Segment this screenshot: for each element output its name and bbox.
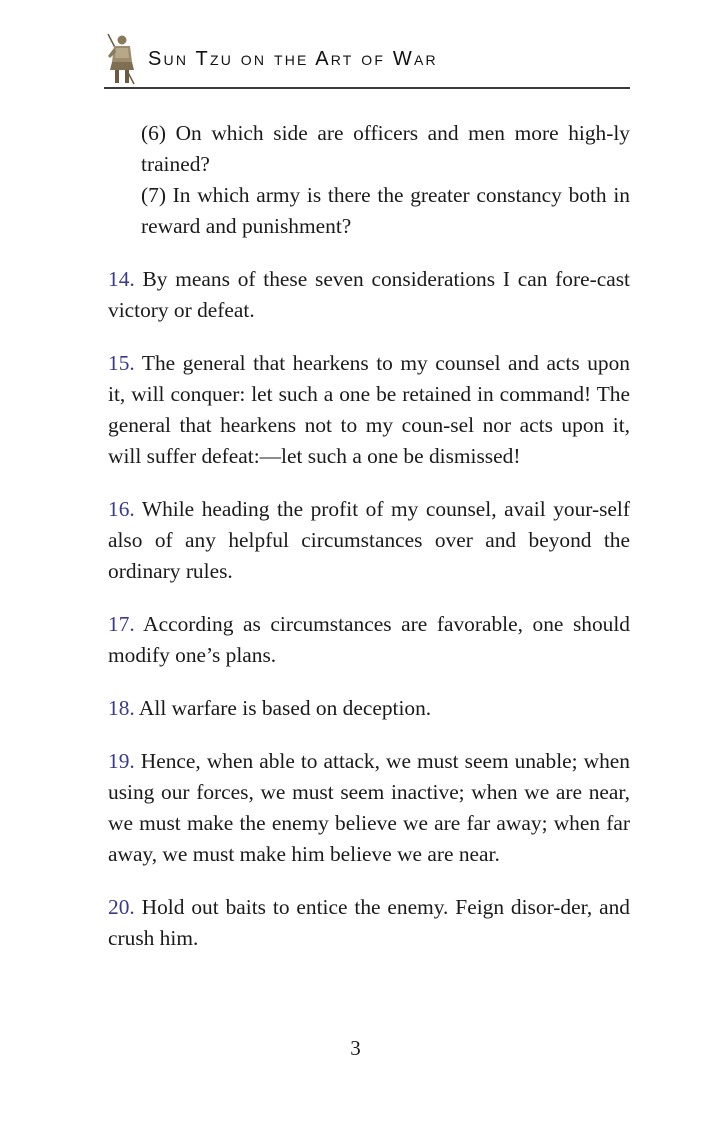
paragraph-text: All warfare is based on deception. bbox=[138, 696, 432, 720]
paragraph-number: 14. bbox=[108, 267, 135, 291]
header-title: Sun Tzu on the Art of War bbox=[148, 48, 438, 70]
paragraph-16 bbox=[108, 494, 630, 587]
paragraph-text: According as circumstances are favorable, one should modify one’s plans. bbox=[108, 612, 631, 667]
sub-item-text: (7) In which army is there the greater constancy both in reward and punishment? bbox=[141, 183, 630, 238]
paragraph-text: The general that hearkens to my counsel and acts upon it, will conquer: let such a one be retained in command! The general that hearkens not to my coun-sel nor acts upon it, will suffer defeat:—let such a one be dismissed! bbox=[108, 351, 630, 468]
paragraph-number: 18. bbox=[108, 696, 135, 720]
paragraph-14 bbox=[108, 264, 630, 326]
paragraph-number: 19. bbox=[108, 749, 135, 773]
paragraph-text: While heading the profit of my counsel, avail your-self also of any helpful circumstances over and beyond the ordinary rules. bbox=[108, 497, 630, 583]
paragraph-18 bbox=[108, 693, 630, 724]
header-divider bbox=[104, 87, 630, 89]
running-header bbox=[104, 30, 630, 90]
paragraph-text: Hence, when able to attack, we must seem unable; when using our forces, we must seem inactive; when we are near, we must make the enemy believe we are far away; when far away, we must make him believe we are near. bbox=[108, 749, 630, 866]
page-body bbox=[108, 118, 630, 976]
warrior-figure-icon bbox=[104, 30, 138, 86]
paragraph-text: By means of these seven considerations I can fore-cast victory or defeat. bbox=[108, 267, 630, 322]
paragraph-number: 16. bbox=[108, 497, 135, 521]
paragraph-15 bbox=[108, 348, 630, 472]
paragraph-number: 15. bbox=[108, 351, 135, 375]
paragraph-number: 17. bbox=[108, 612, 135, 636]
paragraph-17 bbox=[108, 609, 630, 671]
page-number: 3 bbox=[350, 1036, 361, 1060]
sub-item-6 bbox=[108, 118, 630, 180]
sub-item-7 bbox=[108, 180, 630, 242]
paragraph-text: Hold out baits to entice the enemy. Feign disor-der, and crush him. bbox=[108, 895, 630, 950]
sub-item-text: (6) On which side are officers and men more high-ly trained? bbox=[141, 121, 630, 176]
paragraph-number: 20. bbox=[108, 895, 135, 919]
paragraph-19 bbox=[108, 746, 630, 870]
paragraph-20 bbox=[108, 892, 630, 954]
